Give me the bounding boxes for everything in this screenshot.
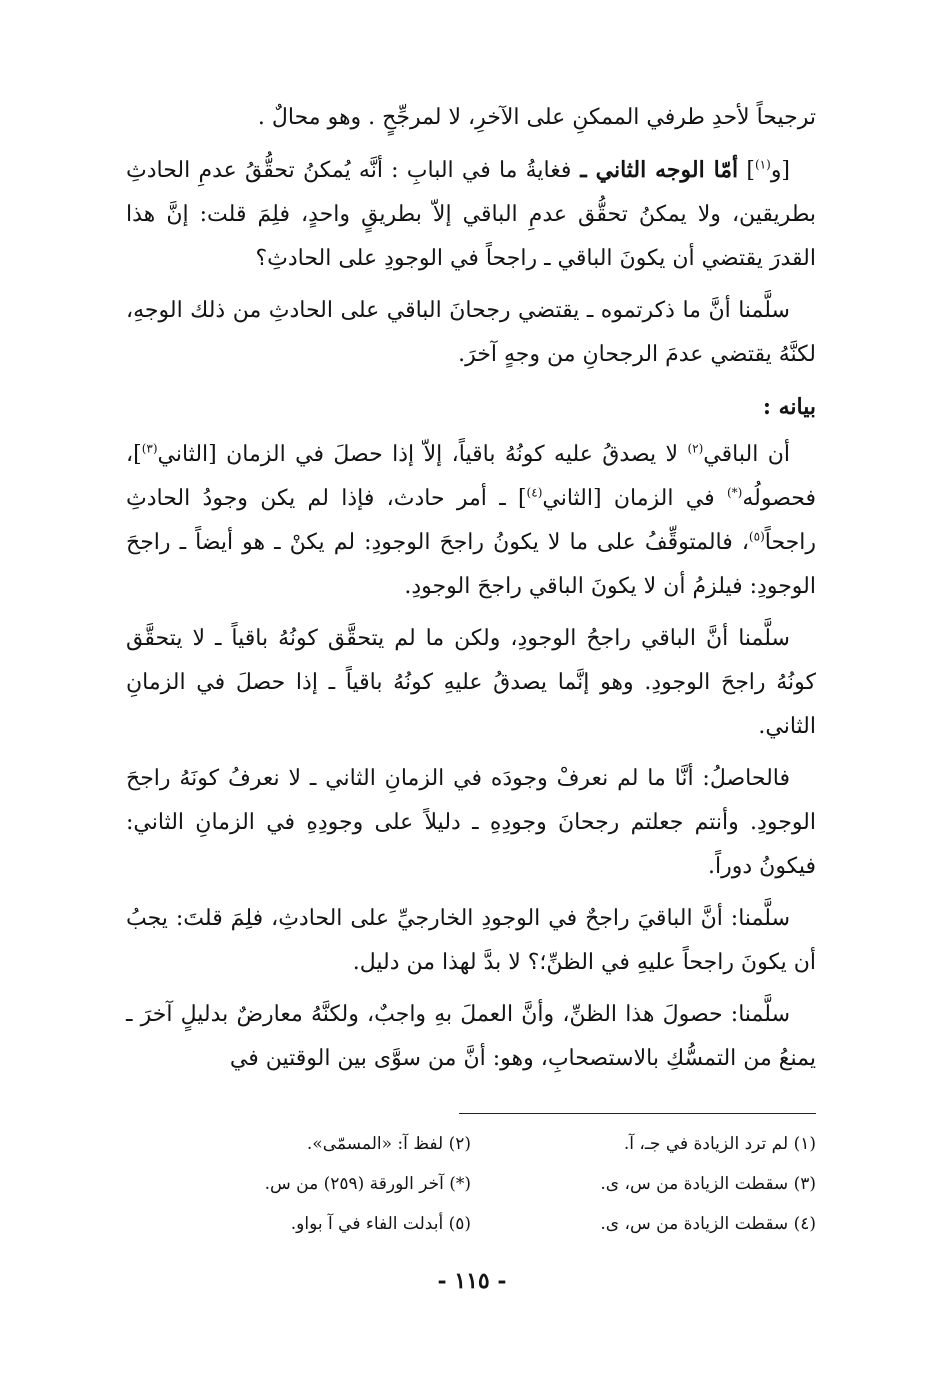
footnote-marker: (٥) (748, 529, 765, 544)
footnote: (*) آخر الورقة (٢٥٩) من س. (264, 1174, 471, 1194)
paragraph (126, 757, 816, 889)
text-run: فالحاصلُ: أنَّا ما لم نعرفْ وجودَه في الزمانِ الثاني ـ لا نعرفُ كونَهُ راجحَ الوجودِ. وأنتم جعلتم رجحانَ وجودِهِ ـ دليلاً على وجودِهِ في الزمانِ الثاني: فيكونُ دوراً. (126, 766, 816, 879)
bold-phrase: أمّا الوجه الثاني ـ (571, 157, 739, 183)
page-number: - ١١٥ - (437, 1268, 507, 1294)
footnote-marker: (٢) (687, 441, 704, 456)
text-run: سلَّمنا: أنَّ الباقيَ راجحٌ في الوجودِ الخارجيِّ على الحادثِ، فلِمَ قلتَ: يجبُ أن يكونَ راجحاً عليهِ في الظنِّ؛؟ لا بدَّ لهذا من دليل. (126, 906, 816, 975)
text-run: سلَّمنا: حصولَ هذا الظنِّ، وأنَّ العملَ بهِ واجبٌ، ولكنَّهُ معارضٌ بدليلٍ آخرَ ـ يمنعُ من التمسُّكِ بالاستصحابِ، وهو: أنَّ من سوَّى بين الوقتين في (126, 1002, 816, 1071)
section-heading: بيانه : (762, 394, 816, 420)
paragraph (126, 617, 816, 749)
text-run: ] (738, 158, 755, 183)
text-run: لا يصدقُ عليه كونُهُ باقياً، إلاّ إذا حصلَ في الزمان [الثاني (157, 442, 688, 467)
divider-line (459, 1113, 816, 1114)
text-run: ] ـ أمر حادث، فإذا لم يكن وجودُ الحادثِ راجحاً (126, 486, 816, 555)
footnote-row (126, 1164, 816, 1204)
text-run: ترجيحاً لأحدِ طرفي الممكنِ على الآخرِ، لا لمرجِّحٍ . وهو محالٌ . (257, 105, 816, 130)
text-run: ، فالمتوقِّفُ على ما لا يكونُ راجحَ الوجودِ: لم يكنْ ـ هو أيضاً ـ راجحَ الوجودِ: فيلزمُ أن لا يكونَ الباقي راجحَ الوجودِ. (126, 530, 816, 599)
text-run: فغايةُ ما في البابِ : أنَّه يُمكنُ تحقُّقُ عدمِ الحادثِ بطريقين، ولا يمكنُ تحقُّق عدمِ الباقي إلاّ بطريقٍ واحدٍ، فلِمَ قلت: إنَّ هذا القدرَ يقتضي أن يكونَ الباقي ـ راجحاً في الوجودِ على الحادثِ؟ (126, 158, 816, 271)
footnote-marker: (١) (754, 157, 771, 172)
text-run: سلَّمنا أنَّ ما ذكرتموه ـ يقتضي رجحانَ الباقي على الحادثِ من ذلك الوجهِ، لكنَّهُ يقتضي عدمَ الرجحانِ من وجهٍ آخرَ. (126, 298, 816, 367)
footnote: (٢) لفظ آ: «المسمّى». (306, 1134, 471, 1154)
text-run: في الزمان [الثاني (542, 486, 727, 511)
footnote-marker: (*) (726, 485, 743, 500)
main-text (126, 96, 816, 1089)
paragraph (126, 433, 816, 609)
paragraph (126, 897, 816, 985)
text-run: [و (770, 158, 791, 183)
footnote-row (126, 1124, 816, 1164)
paragraph (126, 96, 816, 140)
footnote: (٥) أبدلت الفاء في آ بواو. (290, 1214, 471, 1234)
text-run: ]، فحصولُه (126, 442, 816, 511)
paragraph (126, 148, 816, 281)
footnotes (126, 1124, 816, 1244)
text-run: سلَّمنا أنَّ الباقي راجحُ الوجودِ، ولكن ما لم يتحقَّق كونُهُ باقياً ـ لا يتحقَّق كونُهُ راجحَ الوجودِ. وهو إنَّما يصدقُ عليهِ كونُهُ باقياً ـ إذا حصلَ في الزمانِ الثاني. (126, 626, 816, 739)
footnote: (١) لم ترد الزيادة في جـ، آ. (623, 1134, 816, 1154)
footnote-row (126, 1204, 816, 1244)
paragraph (126, 993, 816, 1081)
footnote: (٤) سقطت الزيادة من س، ى. (600, 1214, 816, 1234)
footnote-marker: (٣) (141, 441, 158, 456)
footnote-marker: (٤) (526, 485, 543, 500)
text-run: أن الباقي (703, 442, 790, 467)
paragraph (126, 289, 816, 377)
footnote: (٣) سقطت الزيادة من س، ى. (600, 1174, 816, 1194)
